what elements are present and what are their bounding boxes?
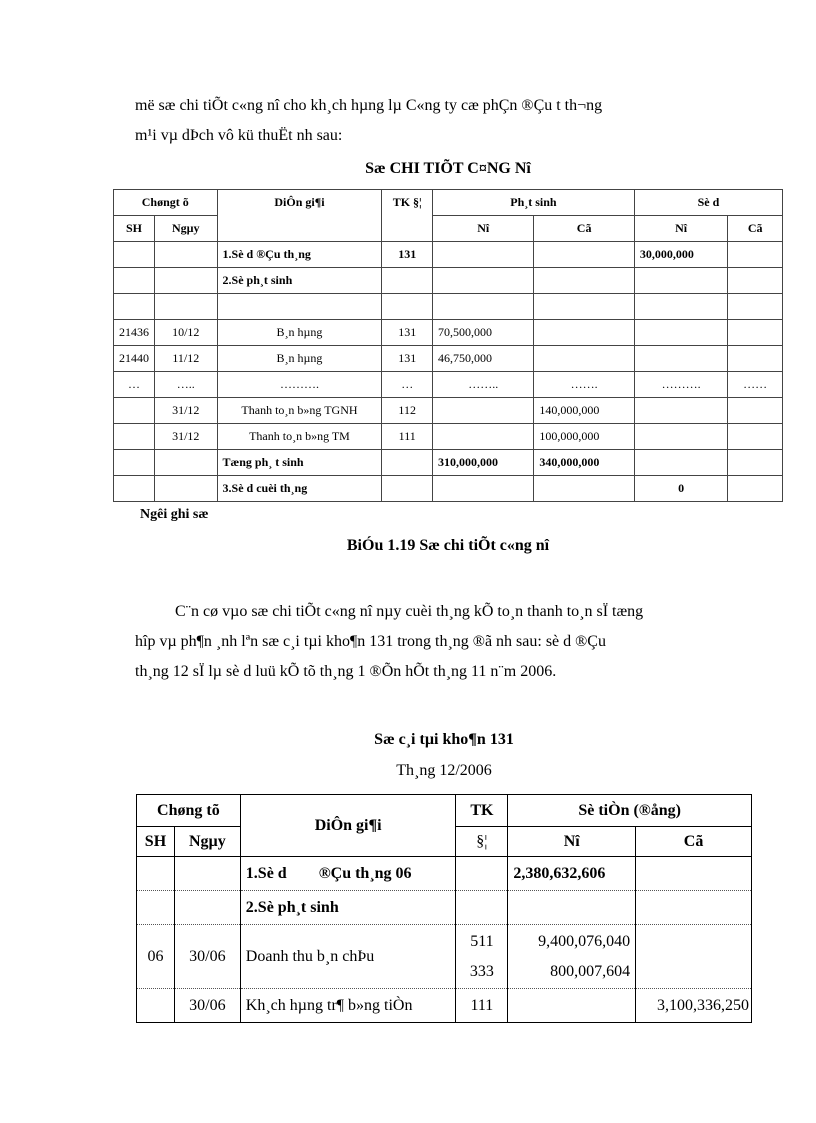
cell-ngay: 11/12 bbox=[155, 346, 218, 372]
cell-no: 2,380,632,606 bbox=[508, 857, 636, 891]
cell-ngay: ….. bbox=[155, 372, 218, 398]
figure-caption: BiÓu 1.19 Sæ chi tiÕt c«ng nî bbox=[346, 537, 550, 554]
cell-ps-co bbox=[534, 242, 634, 268]
table-row bbox=[137, 925, 752, 989]
cell-du-no: ………. bbox=[634, 372, 727, 398]
cell-du-co bbox=[728, 346, 783, 372]
cell-dien-giai: Thanh to¸n b»ng TGNH bbox=[217, 398, 382, 424]
cell-tk: 111 bbox=[382, 424, 433, 450]
cell-sh bbox=[137, 891, 175, 925]
table-row bbox=[114, 294, 783, 320]
cell-ngay bbox=[155, 476, 218, 502]
intro-line-2: m¹i vµ dÞch vô kü thuËt nh sau: bbox=[135, 127, 343, 144]
cell-tk: 131 bbox=[382, 320, 433, 346]
cell-ps-no bbox=[433, 268, 534, 294]
table-row bbox=[114, 424, 783, 450]
cell-tk-a: 511 bbox=[470, 932, 494, 950]
cell-dien-giai: 1.Sè d ®Çu th¸ng 06 bbox=[240, 857, 456, 891]
cell-sh bbox=[114, 450, 155, 476]
cell-dien-giai: Tæng ph¸ t sinh bbox=[217, 450, 382, 476]
cell-ps-no: 46,750,000 bbox=[433, 346, 534, 372]
cell-tk bbox=[456, 857, 508, 891]
cell-no bbox=[508, 891, 636, 925]
body-line-2: hîp vµ ph¶n ¸nh lªn sæ c¸i tµi kho¶n 131 trong th¸ng ®ã nh sau: sè d ®Çu bbox=[135, 633, 606, 650]
cell-dien-giai: Thanh to¸n b»ng TM bbox=[217, 424, 382, 450]
table-row bbox=[114, 320, 783, 346]
header-chung-tu: Chøngt õ bbox=[114, 190, 218, 216]
cell-tk: 131 bbox=[382, 242, 433, 268]
cell-sh: 06 bbox=[137, 925, 175, 989]
table-row bbox=[114, 268, 783, 294]
header-sh: SH bbox=[137, 827, 175, 857]
body-line-3: th¸ng 12 sÏ lµ sè d luü kÕ tõ th¸ng 1 ®Õn hÕt th¸ng 11 n¨m 2006. bbox=[135, 663, 557, 680]
cell-du-no bbox=[634, 424, 727, 450]
cell-sh bbox=[114, 294, 155, 320]
cell-dien-giai: ………. bbox=[217, 372, 382, 398]
cell-sh bbox=[114, 242, 155, 268]
cell-ngay bbox=[174, 857, 240, 891]
cell-ngay bbox=[155, 242, 218, 268]
header-no: Nî bbox=[508, 827, 636, 857]
cell-ngay: 10/12 bbox=[155, 320, 218, 346]
cell-dien-giai: B¸n hµng bbox=[217, 346, 382, 372]
cell-du-co bbox=[728, 424, 783, 450]
cell-ps-no: 70,500,000 bbox=[433, 320, 534, 346]
cell-dien-giai: 1.Sè d ®Çu th¸ng bbox=[217, 242, 382, 268]
cell-sh bbox=[114, 398, 155, 424]
header-du-no: Nî bbox=[634, 216, 727, 242]
cell-du-co bbox=[728, 450, 783, 476]
cell-ps-co: 140,000,000 bbox=[534, 398, 634, 424]
cell-sh: 21440 bbox=[114, 346, 155, 372]
cell-no bbox=[508, 925, 636, 989]
cell-ngay bbox=[174, 891, 240, 925]
cell-tk bbox=[382, 268, 433, 294]
ledger1-title: Sæ CHI TIÕT C¤NG Nî bbox=[365, 160, 531, 177]
cell-ps-co bbox=[534, 268, 634, 294]
cell-ps-no bbox=[433, 398, 534, 424]
header-dien-giai: DiÔn gi¶i bbox=[217, 190, 382, 242]
cell-dien-giai: Kh¸ch hµng tr¶ b»ng tiÒn bbox=[240, 989, 456, 1023]
table-row bbox=[137, 891, 752, 925]
cell-no-b: 800,007,604 bbox=[550, 962, 631, 980]
cell-tk bbox=[456, 925, 508, 989]
signer-label: Ngêi ghi sæ bbox=[140, 507, 209, 522]
cell-tk: 131 bbox=[382, 346, 433, 372]
cell-sh bbox=[137, 857, 175, 891]
cell-ngay: 31/12 bbox=[155, 398, 218, 424]
cell-sh: 21436 bbox=[114, 320, 155, 346]
cell-du-no bbox=[634, 320, 727, 346]
cell-tk: … bbox=[382, 372, 433, 398]
cell-ps-co: 100,000,000 bbox=[534, 424, 634, 450]
intro-paragraph bbox=[135, 91, 735, 151]
cell-du-no: 0 bbox=[634, 476, 727, 502]
ledger2-title: Sæ c¸i tµi kho¶n 131 bbox=[374, 731, 514, 748]
intro-line-1: më sæ chi tiÕt c«ng nî cho kh¸ch hµng lµ C«ng ty cæ phÇn ®Çu t th¬ng bbox=[135, 97, 603, 114]
cell-du-no bbox=[634, 294, 727, 320]
cell-tk-b: 333 bbox=[469, 962, 494, 980]
cell-tk bbox=[382, 294, 433, 320]
header-chung-tu: Chøng tõ bbox=[137, 795, 241, 827]
cell-ps-co: ……. bbox=[534, 372, 634, 398]
cell-dien-giai: 2.Sè ph¸t sinh bbox=[240, 891, 456, 925]
header-so-tien: Sè tiÒn (®ång) bbox=[508, 795, 752, 827]
cell-du-co bbox=[728, 398, 783, 424]
header-ngay: Ngµy bbox=[174, 827, 240, 857]
cell-ngay bbox=[155, 294, 218, 320]
table-row bbox=[114, 398, 783, 424]
header-so-du: Sè d bbox=[634, 190, 782, 216]
cell-du-no bbox=[634, 398, 727, 424]
header-sh: SH bbox=[114, 216, 155, 242]
ledger2-table bbox=[136, 794, 752, 1023]
cell-dien-giai: Doanh thu b¸n chÞu bbox=[240, 925, 456, 989]
cell-tk bbox=[382, 450, 433, 476]
cell-co bbox=[636, 891, 752, 925]
cell-du-co bbox=[728, 242, 783, 268]
cell-co bbox=[636, 857, 752, 891]
cell-du-co bbox=[728, 320, 783, 346]
cell-dien-giai bbox=[217, 294, 382, 320]
header-ngay: Ngµy bbox=[155, 216, 218, 242]
cell-du-co bbox=[728, 268, 783, 294]
cell-tk bbox=[382, 476, 433, 502]
body-paragraph bbox=[135, 597, 740, 687]
cell-ps-co bbox=[534, 294, 634, 320]
cell-du-no bbox=[634, 268, 727, 294]
cell-ps-no bbox=[433, 242, 534, 268]
header-ps-co: Cã bbox=[534, 216, 634, 242]
cell-ngay bbox=[155, 268, 218, 294]
table-row bbox=[114, 476, 783, 502]
body-line-1: C¨n cø vµo sæ chi tiÕt c«ng nî nµy cuèi th¸ng kÕ to¸n thanh to¸n sÏ tæng bbox=[175, 603, 644, 620]
header-tk-top: TK bbox=[456, 795, 508, 827]
cell-sh: … bbox=[114, 372, 155, 398]
table-row bbox=[137, 857, 752, 891]
cell-du-co: …… bbox=[728, 372, 783, 398]
cell-ngay: 30/06 bbox=[174, 989, 240, 1023]
ledger1-table bbox=[113, 189, 783, 502]
header-tk: TK §¦ bbox=[382, 190, 433, 242]
cell-sh bbox=[114, 268, 155, 294]
cell-ps-no: …….. bbox=[433, 372, 534, 398]
cell-du-no bbox=[634, 346, 727, 372]
cell-du-co bbox=[728, 476, 783, 502]
cell-co bbox=[636, 925, 752, 989]
cell-dien-giai: B¸n hµng bbox=[217, 320, 382, 346]
header-tk-bottom: §¦ bbox=[456, 827, 508, 857]
cell-ps-no bbox=[433, 424, 534, 450]
cell-ps-no: 310,000,000 bbox=[433, 450, 534, 476]
cell-no bbox=[508, 989, 636, 1023]
table-row bbox=[114, 372, 783, 398]
cell-du-no: 30,000,000 bbox=[634, 242, 727, 268]
cell-ps-co: 340,000,000 bbox=[534, 450, 634, 476]
cell-sh bbox=[114, 476, 155, 502]
header-co: Cã bbox=[636, 827, 752, 857]
cell-sh bbox=[114, 424, 155, 450]
cell-no-a: 9,400,076,040 bbox=[538, 932, 631, 950]
header-dien-giai: DiÔn gi¶i bbox=[240, 795, 456, 857]
cell-dien-giai: 3.Sè d cuèi th¸ng bbox=[217, 476, 382, 502]
cell-du-co bbox=[728, 294, 783, 320]
cell-ngay: 30/06 bbox=[174, 925, 240, 989]
cell-ps-no bbox=[433, 476, 534, 502]
table-row bbox=[114, 346, 783, 372]
cell-du-no bbox=[634, 450, 727, 476]
cell-tk: 111 bbox=[456, 989, 508, 1023]
cell-ps-co bbox=[534, 346, 634, 372]
cell-ngay: 31/12 bbox=[155, 424, 218, 450]
ledger2-subtitle: Th¸ng 12/2006 bbox=[396, 762, 492, 779]
cell-ps-co bbox=[534, 320, 634, 346]
cell-tk bbox=[456, 891, 508, 925]
table-row bbox=[114, 450, 783, 476]
cell-dien-giai: 2.Sè ph¸t sinh bbox=[217, 268, 382, 294]
cell-ps-no bbox=[433, 294, 534, 320]
cell-ngay bbox=[155, 450, 218, 476]
cell-co: 3,100,336,250 bbox=[636, 989, 752, 1023]
table-row bbox=[114, 242, 783, 268]
header-ps-no: Nî bbox=[433, 216, 534, 242]
cell-ps-co bbox=[534, 476, 634, 502]
cell-tk: 112 bbox=[382, 398, 433, 424]
cell-sh bbox=[137, 989, 175, 1023]
header-du-co: Cã bbox=[728, 216, 783, 242]
table-row bbox=[137, 989, 752, 1023]
header-phat-sinh: Ph¸t sinh bbox=[433, 190, 635, 216]
